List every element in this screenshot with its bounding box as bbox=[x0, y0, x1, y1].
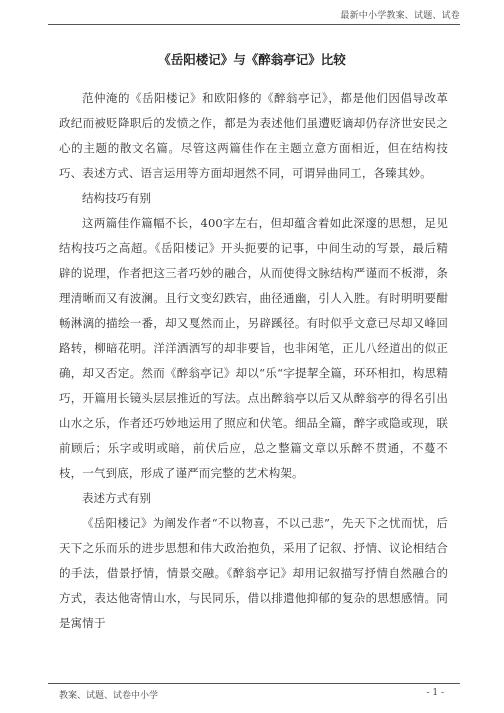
page-header-text: 最新中小学教案、试题、试卷 bbox=[340, 11, 460, 21]
paragraph-structure: 这两篇佳作篇幅不长，400字左右，但却蕴含着如此深邃的思想，足见结构技巧之高超。《岳阳楼记》开头扼要的记事，中间生动的写景，最后精辟的说理，作者把这三者巧妙的融合，从而使得文脉结构严谨而不板滞，条理清晰而又有波澜。且行文变幻跌宕，曲径通幽，引人入胜。有时明明要酣畅淋漓的描绘一番，却又戛然而止，另辟蹊径。有时似乎文意已尽却又峰回路转，柳暗花明。洋洋洒洒写的却非要旨，也非闲笔，正儿八经道出的似正确，却又否定。然而《醉翁亭记》却以“乐“字提挈全篇，环环相扣，构思精巧，开篇用长镜头层层推近的写法。点出醉翁亭以后又从醉翁亭的得名引出山水之乐，作者还巧妙地运用了照应和伏笔。细品全篇，醉字或隐或现，联前顾后；乐字或明或暗，前伏后应，总之整篇文章以乐醉不贯通，不蔓不枝，一气到底，形成了谨严而完整的艺术构架。 bbox=[59, 216, 448, 480]
document-body bbox=[59, 86, 448, 636]
section-heading-structure: 结构技巧有别 bbox=[82, 191, 151, 205]
paragraph-expression: 《岳阳楼记》为阐发作者“不以物喜，不以己悲”，先天下之忧而忧，后天下之乐而乐的进步思想和伟大政治抱负，采用了记叙、抒情、议论相结合的手法，借景抒情，情景交融。《醉翁亭记》却用记叙描写抒情自然融合的方式，表达他寄情山水，与民同乐，借以排遣他抑郁的复杂的思想感情。同是寓情于 bbox=[59, 516, 448, 630]
section-heading-expression: 表述方式有别 bbox=[82, 491, 151, 505]
footer-divider bbox=[48, 683, 460, 684]
paragraph-intro: 范仲淹的《岳阳楼记》和欧阳修的《醉翁亭记》，都是他们因倡导改革政纪而被贬降职后的发愤之作，都是为表述他们虽遭贬谪却仍存济世安民之心的主题的散文名篇。尽管这两篇佳作在主题立意方面相近，但在结构技巧、表述方式、语言运用等方面却迥然不同，可谓异曲同工，各臻其妙。 bbox=[59, 91, 448, 180]
page-footer-text: 教案、试题、试卷中小学 bbox=[59, 691, 159, 701]
page-number: - 1 - bbox=[426, 688, 444, 698]
document-title: 《岳阳楼记》与《醉翁亭记》比较 bbox=[158, 52, 346, 67]
header-divider bbox=[48, 24, 460, 25]
